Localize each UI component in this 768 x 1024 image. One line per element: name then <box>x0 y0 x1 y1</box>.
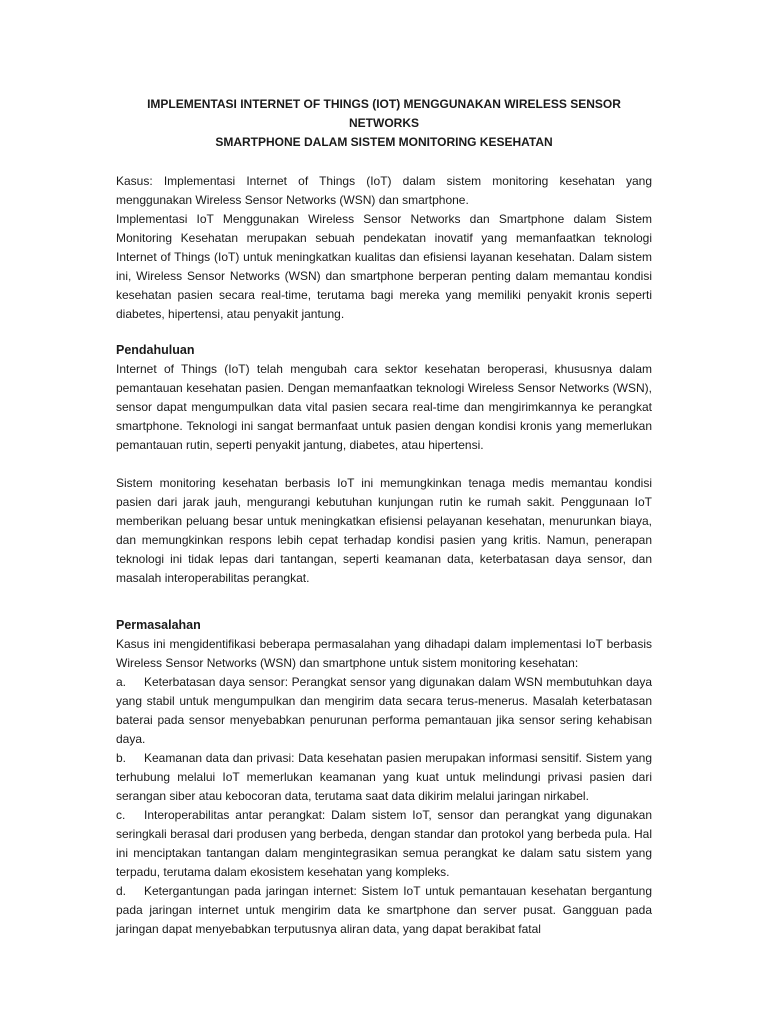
list-item-label: a. <box>116 675 127 689</box>
intro-description-paragraph: Implementasi IoT Menggunakan Wireless Sensor Networks dan Smartphone dalam Sistem Monitoring Kesehatan merupakan sebuah pendekatan inovatif yang memanfaatkan teknologi Internet of Things (IoT) untuk meningkatkan kualitas dan efisiensi layanan kesehatan. Dalam sistem ini, Wireless Sensor Networks (WSN) dan smartphone berperan penting dalam memantau kondisi kesehatan pasien secara real-time, terutama bagi mereka yang memiliki penyakit kronis seperti diabetes, hipertensi, atau penyakit jantung. <box>116 212 652 321</box>
list-item-label: d. <box>116 884 127 898</box>
title-line-1: IMPLEMENTASI INTERNET OF THINGS (IOT) MENGGUNAKAN WIRELESS SENSOR NETWORKS <box>147 97 621 130</box>
permasalahan-heading: Permasalahan <box>116 618 201 632</box>
permasalahan-intro: Kasus ini mengidentifikasi beberapa permasalahan yang dihadapi dalam implementasi IoT berbasis Wireless Sensor Networks (WSN) dan smartphone untuk sistem monitoring kesehatan: <box>116 637 652 670</box>
list-item <box>116 882 652 939</box>
list-item <box>116 673 652 749</box>
list-item <box>116 749 652 806</box>
list-item-text: Keamanan data dan privasi: Data kesehatan pasien merupakan informasi sensitif. Sistem yang terhubung melalui IoT memerlukan keamanan yang kuat untuk melindungi privasi pasien dari serangan siber atau kebocoran data, terutama saat data dikirim melalui jaringan nirkabel. <box>116 751 652 803</box>
list-item <box>116 806 652 882</box>
list-item-text: Keterbatasan daya sensor: Perangkat sensor yang digunakan dalam WSN membutuhkan daya yang stabil untuk mengumpulkan dan mengirim data secara terus-menerus. Masalah keterbatasan baterai pada sensor menyebabkan penurunan performa pemantauan jika sensor sering kehabisan daya. <box>116 675 652 746</box>
document-content <box>116 95 652 939</box>
list-item-label: b. <box>116 751 127 765</box>
list-item-text: Interoperabilitas antar perangkat: Dalam sistem IoT, sensor dan perangkat yang digunakan seringkali berasal dari produsen yang berbeda, dengan standar dan protokol yang berbeda pula. Hal ini menciptakan tantangan dalam mengintegrasikan semua perangkat ke dalam satu sistem yang terpadu, terutama dalam ekosistem kesehatan yang kompleks. <box>116 808 652 879</box>
pendahuluan-paragraph-1: Internet of Things (IoT) telah mengubah cara sektor kesehatan beroperasi, khususnya dalam pemantauan kesehatan pasien. Dengan memanfaatkan teknologi Wireless Sensor Networks (WSN), sensor dapat mengumpulkan data vital pasien secara real-time dan mengirimkannya ke perangkat smartphone. Teknologi ini sangat bermanfaat untuk pasien dengan kondisi kronis yang memerlukan pemantauan rutin, seperti penyakit jantung, diabetes, atau hipertensi. <box>116 362 652 452</box>
list-item-label: c. <box>116 808 126 822</box>
title-line-2: SMARTPHONE DALAM SISTEM MONITORING KESEHATAN <box>215 135 553 149</box>
pendahuluan-heading: Pendahuluan <box>116 343 195 357</box>
intro-case-paragraph: Kasus: Implementasi Internet of Things (IoT) dalam sistem monitoring kesehatan yang menggunakan Wireless Sensor Networks (WSN) dan smartphone. <box>116 174 652 207</box>
document-title <box>116 95 652 152</box>
pendahuluan-paragraph-2: Sistem monitoring kesehatan berbasis IoT ini memungkinkan tenaga medis memantau kondisi pasien dari jarak jauh, mengurangi kebutuhan kunjungan rutin ke rumah sakit. Penggunaan IoT memberikan peluang besar untuk meningkatkan efisiensi pelayanan kesehatan, menurunkan biaya, dan memungkinkan respons lebih cepat terhadap kondisi pasien yang kritis. Namun, penerapan teknologi ini tidak lepas dari tantangan, seperti keamanan data, keterbatasan daya sensor, dan masalah interoperabilitas perangkat. <box>116 476 652 585</box>
list-item-text: Ketergantungan pada jaringan internet: Sistem IoT untuk pemantauan kesehatan bergantung pada jaringan internet untuk mengirim data ke smartphone dan server pusat. Gangguan pada jaringan dapat menyebabkan terputusnya aliran data, yang dapat berakibat fatal <box>116 884 652 936</box>
